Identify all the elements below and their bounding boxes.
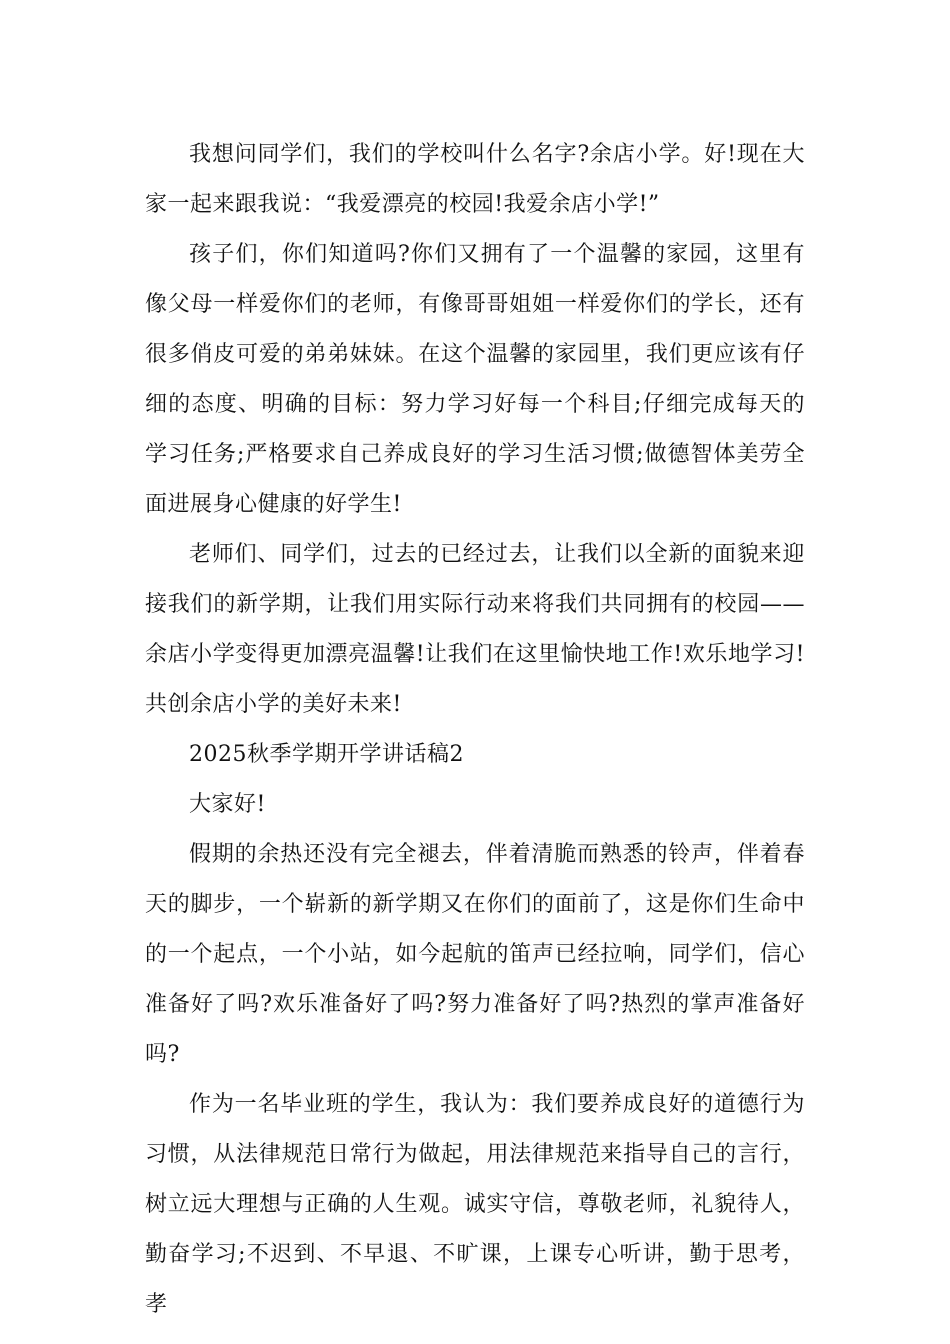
greeting: 大家好! (189, 792, 266, 817)
paragraph: 作为一名毕业班的学生，我认为：我们要养成良好的道德行为习惯，从法律规范日常行为做起，用法律规范来指导自己的言行，树立远大理想与正确的人生观。诚实守信，尊敬老师，礼貌待人，勤奋学习;不迟到、不早退、不旷课，上课专心听讲，勤于思考，孝 (145, 1092, 805, 1317)
document-body (145, 130, 805, 1330)
section-title: 2025秋季学期开学讲话稿2 (189, 742, 464, 767)
paragraph: 我想问同学们，我们的学校叫什么名字?余店小学。好!现在大家一起来跟我说：“我爱漂亮的校园!我爱余店小学!” (145, 142, 805, 217)
paragraph: 孩子们，你们知道吗?你们又拥有了一个温馨的家园，这里有像父母一样爱你们的老师，有像哥哥姐姐一样爱你们的学长，还有很多俏皮可爱的弟弟妹妹。在这个温馨的家园里，我们更应该有仔细的态度、明确的目标：努力学习好每一个科目;仔细完成每天的学习任务;严格要求自己养成良好的学习生活习惯;做德智体美劳全面进展身心健康的好学生! (145, 242, 805, 517)
paragraph: 老师们、同学们，过去的已经过去，让我们以全新的面貌来迎接我们的新学期，让我们用实际行动来将我们共同拥有的校园——余店小学变得更加漂亮温馨!让我们在这里愉快地工作!欢乐地学习!共创余店小学的美好未来! (145, 542, 805, 717)
paragraph: 假期的余热还没有完全褪去，伴着清脆而熟悉的铃声，伴着春天的脚步，一个崭新的新学期又在你们的面前了，这是你们生命中的一个起点，一个小站，如今起航的笛声已经拉响，同学们，信心准备好了吗?欢乐准备好了吗?努力准备好了吗?热烈的掌声准备好吗? (145, 842, 805, 1067)
